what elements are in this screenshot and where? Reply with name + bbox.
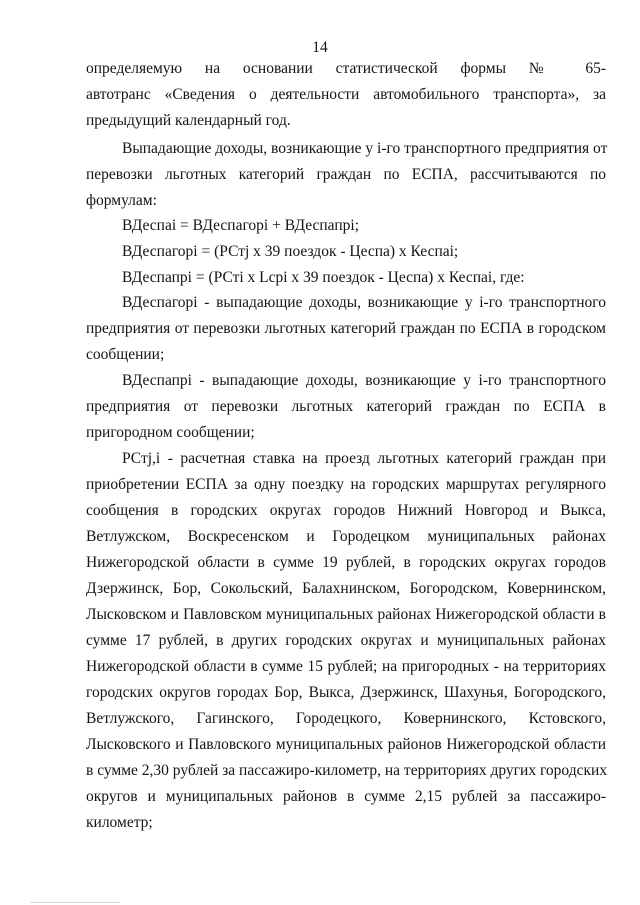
text-line: определяемую на основании статистической формы № 65-: [86, 60, 606, 77]
text-line: пригородном сообщении;: [86, 424, 255, 441]
formula-line: ВДеспаi = ВДеспагорi + ВДеспапрi;: [122, 217, 360, 234]
text-line: формулам:: [86, 192, 157, 209]
text-line: предыдущий календарный год.: [86, 112, 291, 129]
text-line: автотранс «Сведения о деятельности автомобильного транспорта», за: [86, 86, 606, 103]
text-line: сообщения в городских округах городов Нижний Новгород и Выкса,: [86, 502, 606, 519]
text-line: предприятия от перевозки льготных категорий граждан по ЕСПА в городском: [86, 320, 606, 337]
formula-line: ВДеспагорi = (РСтj х 39 поездок - Цеспа) х Кеспаi;: [122, 243, 459, 260]
text-line: сумме 17 рублей, в других городских округах и муниципальных районах: [86, 632, 606, 649]
formula-line: ВДеспапрi = (РСтi х Lсрi х 39 поездок - Цеспа) х Кеспаi, где:: [122, 269, 525, 286]
text-line: приобретении ЕСПА за одну поездку на городских маршрутах регулярного: [86, 476, 606, 493]
page-number: 14: [312, 39, 328, 56]
text-line: РСтj,i - расчетная ставка на проезд льготных категорий граждан при: [122, 450, 606, 467]
text-line: Лысковского и Павловского муниципальных районов Нижегородской области: [86, 736, 606, 753]
text-line: ВДеспагорi - выпадающие доходы, возникающие у i-го транспортного: [122, 294, 606, 311]
text-line: Нижегородской области в сумме 19 рублей, в городских округах городов: [86, 554, 606, 571]
text-line: округов и муниципальных районов в сумме 2,15 рублей за пассажиро-: [86, 788, 606, 805]
text-line: предприятия от перевозки льготных категорий граждан по ЕСПА в: [86, 398, 606, 415]
text-line: Ветлужского, Гагинского, Городецкого, Ковернинского, Кстовского,: [86, 710, 606, 727]
text-line: ВДеспапрi - выпадающие доходы, возникающие у i-го транспортного: [122, 372, 606, 389]
text-line: километр;: [86, 814, 153, 831]
text-line: Ветлужском, Воскресенском и Городецком муниципальных районах: [86, 528, 606, 545]
text-line: в сумме 2,30 рублей за пассажиро-километр, на территориях других городских: [86, 762, 608, 779]
text-line: перевозки льготных категорий граждан по ЕСПА, рассчитываются по: [86, 166, 606, 183]
text-line: сообщении;: [86, 346, 165, 363]
text-line: городских округов городах Бор, Выкса, Дзержинск, Шахунья, Богородского,: [86, 684, 606, 701]
text-line: Дзержинск, Бор, Сокольский, Балахнинском, Богородском, Ковернинском,: [86, 580, 606, 597]
text-line: Нижегородской области в сумме 15 рублей; на пригородных - на территориях: [86, 658, 606, 675]
scan-edge-mark: [30, 902, 120, 903]
text-line: Выпадающие доходы, возникающие у i-го транспортного предприятия от: [122, 140, 608, 157]
text-line: Лысковском и Павловском муниципальных районах Нижегородской области в: [86, 606, 606, 623]
